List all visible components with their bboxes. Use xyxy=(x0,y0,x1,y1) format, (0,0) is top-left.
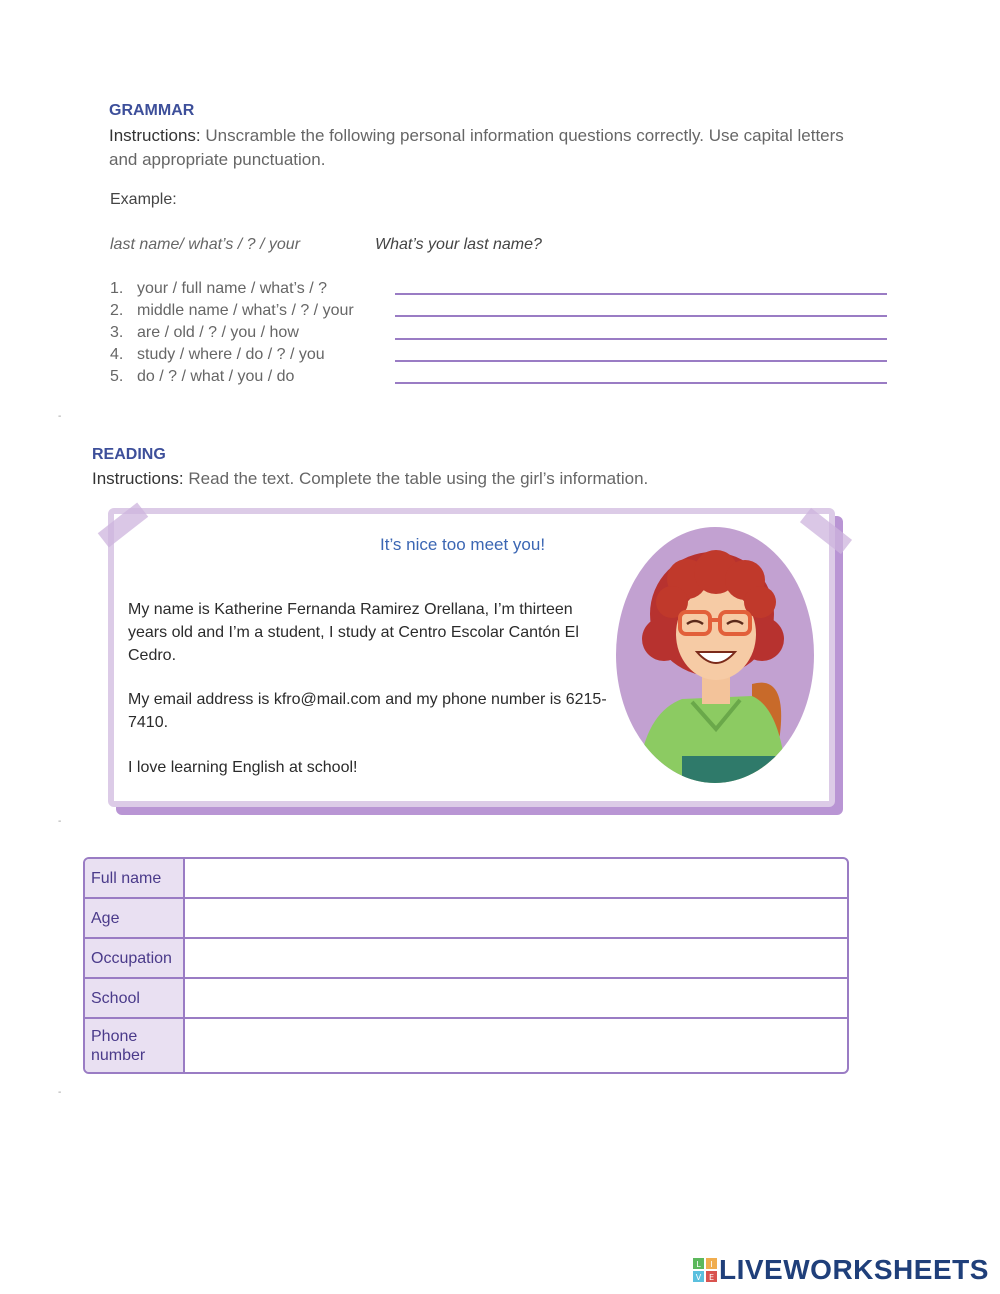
question-item xyxy=(110,322,400,344)
school-input[interactable] xyxy=(185,979,847,1017)
example-answer: What’s your last name? xyxy=(375,236,542,253)
question-item xyxy=(110,300,400,322)
table-row-label: Full name xyxy=(85,859,185,897)
table-row-label: Occupation xyxy=(85,939,185,977)
reading-instructions-text: Read the text. Complete the table using the girl’s information. xyxy=(183,469,649,488)
liveworksheets-logo[interactable] xyxy=(693,1254,993,1286)
question-text: are / old / ? / you / how xyxy=(137,324,299,341)
table-row-label: School xyxy=(85,979,185,1017)
svg-text:V: V xyxy=(695,1273,702,1282)
occupation-input[interactable] xyxy=(185,939,847,977)
table-row xyxy=(85,899,847,939)
liveworksheets-icon xyxy=(693,1258,717,1282)
question-text: your / full name / what’s / ? xyxy=(137,280,328,297)
card-paragraph-3: I love learning English at school! xyxy=(128,759,358,776)
table-row xyxy=(85,859,847,899)
card-title: It’s nice too meet you! xyxy=(380,535,546,554)
table-row xyxy=(85,979,847,1019)
question-item xyxy=(110,344,400,366)
reading-instructions-label: Instructions: xyxy=(92,469,184,488)
question-number: 5. xyxy=(110,368,124,385)
separator: - xyxy=(58,1087,62,1098)
phone-number-input[interactable] xyxy=(185,1019,847,1072)
example-question: last name/ what’s / ? / your xyxy=(110,236,301,253)
question-number: 3. xyxy=(110,324,124,341)
separator: - xyxy=(58,411,62,422)
answer-line-3[interactable] xyxy=(395,338,887,340)
info-table xyxy=(83,857,849,1074)
answer-line-2[interactable] xyxy=(395,315,887,317)
grammar-title: GRAMMAR xyxy=(109,102,195,119)
question-text: middle name / what’s / ? / your xyxy=(137,302,354,319)
grammar-instructions-text: Unscramble the following personal information questions correctly. Use capital letters and appropriate punctuation. xyxy=(109,126,844,169)
question-text: do / ? / what / you / do xyxy=(137,368,295,385)
question-list xyxy=(110,278,400,388)
age-input[interactable] xyxy=(185,899,847,937)
logo-text: LIVEWORKSHEETS xyxy=(719,1254,989,1285)
answer-line-4[interactable] xyxy=(395,360,887,362)
question-number: 2. xyxy=(110,302,124,319)
card-paragraph-1: My name is Katherine Fernanda Ramirez Orellana, I’m thirteen years old and I’m a student, I study at Centro Escolar Cantón El Cedro. xyxy=(128,601,579,664)
separator: - xyxy=(58,816,62,827)
svg-text:L: L xyxy=(696,1260,701,1269)
answer-line-1[interactable] xyxy=(395,293,887,295)
card-paragraph-2: My email address is kfro@mail.com and my phone number is 6215-7410. xyxy=(128,691,607,731)
full-name-input[interactable] xyxy=(185,859,847,897)
svg-text:I: I xyxy=(710,1260,713,1269)
reading-instructions xyxy=(92,467,892,491)
question-text: study / where / do / ? / you xyxy=(137,346,325,363)
table-row xyxy=(85,1019,847,1072)
reading-title: READING xyxy=(92,446,166,463)
example-label: Example: xyxy=(110,191,177,208)
question-item xyxy=(110,366,400,388)
grammar-instructions-label: Instructions: xyxy=(109,126,201,145)
table-row-label: Phone number xyxy=(85,1019,185,1072)
question-number: 1. xyxy=(110,280,124,297)
grammar-instructions xyxy=(109,124,869,172)
table-row xyxy=(85,939,847,979)
answer-line-5[interactable] xyxy=(395,382,887,384)
svg-text:E: E xyxy=(708,1273,715,1282)
question-item xyxy=(110,278,400,300)
table-row-label: Age xyxy=(85,899,185,937)
question-number: 4. xyxy=(110,346,124,363)
girl-illustration xyxy=(612,524,822,786)
